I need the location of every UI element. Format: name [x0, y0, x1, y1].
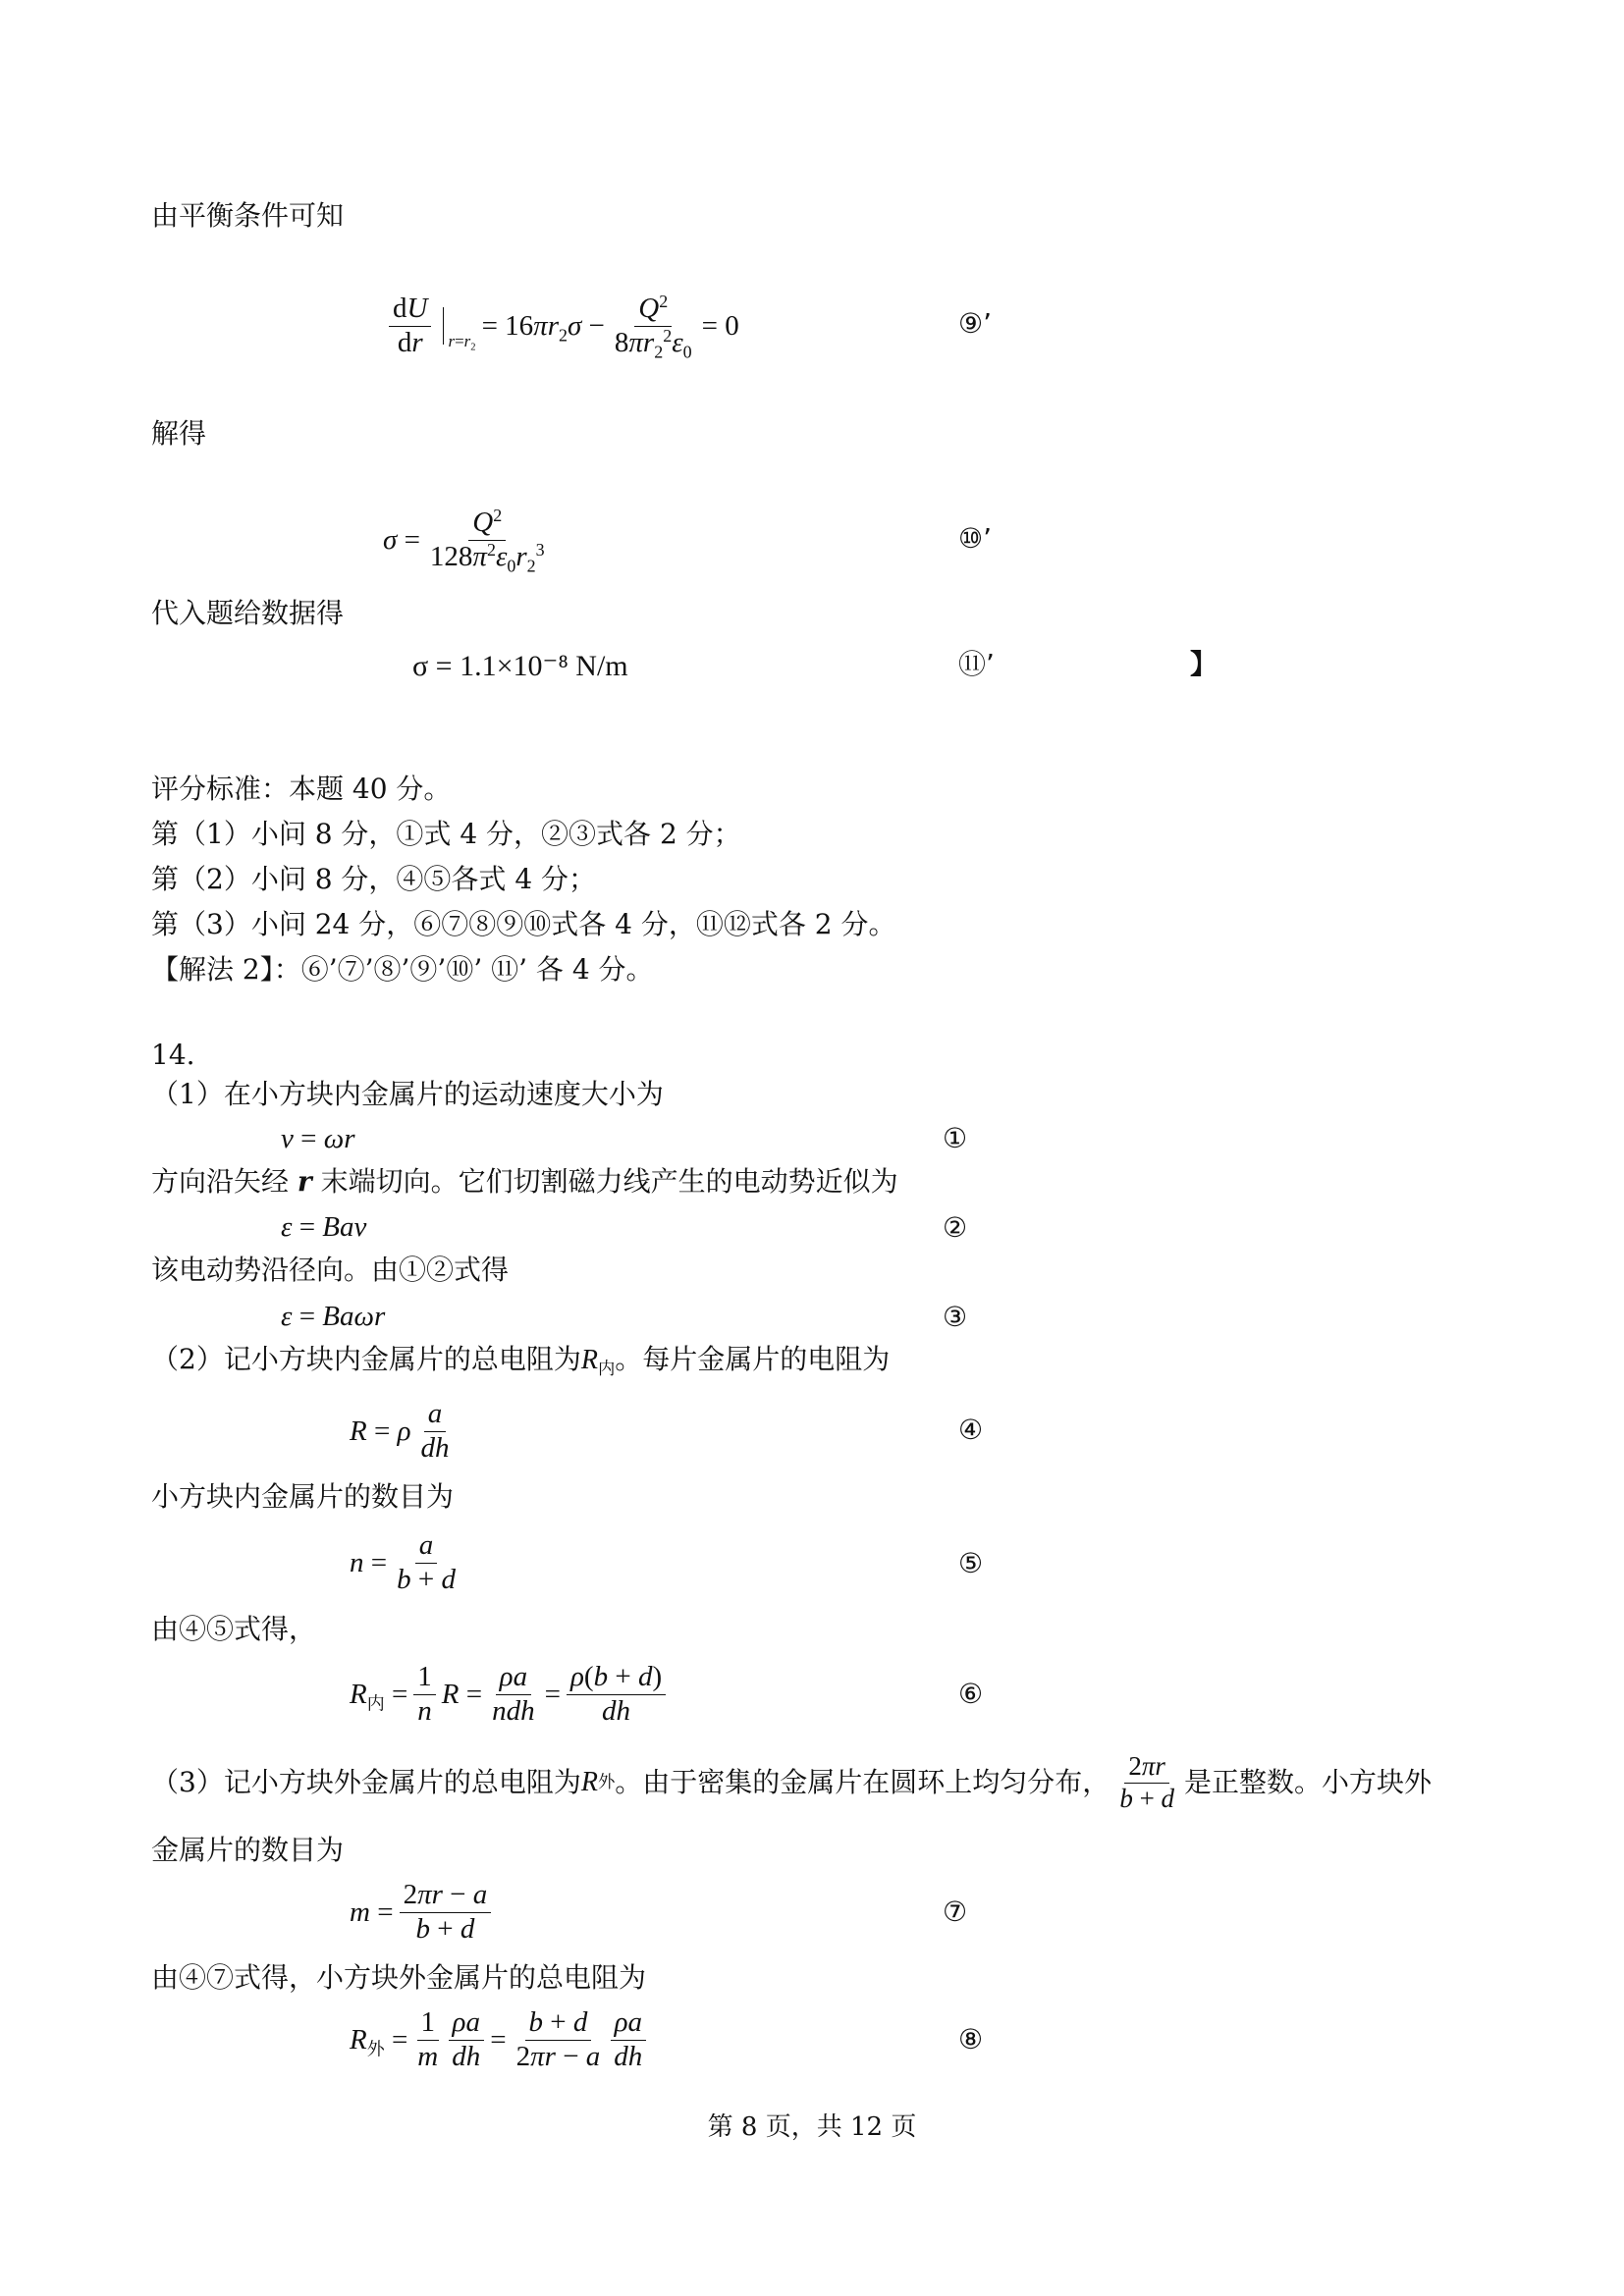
- part2-from: 由④⑤式得，: [151, 1613, 317, 1645]
- equation-11-prime-label: ⑪’: [958, 648, 995, 680]
- equation-8-label: ⑧: [958, 2023, 984, 2056]
- scoring-part3: 第（3）小问 24 分，⑥⑦⑧⑨⑩式各 4 分，⑪⑫式各 2 分。: [151, 908, 896, 940]
- equation-3-label: ③: [943, 1301, 968, 1333]
- scoring-method2: 【解法 2】：⑥’⑦’⑧’⑨’⑩’ ⑪’ 各 4 分。: [151, 953, 654, 986]
- page-footer: 第 8 页，共 12 页: [707, 2112, 917, 2142]
- balance-intro: 由平衡条件可知: [151, 199, 345, 232]
- part3-text: （3）记小方块外金属片的总电阻为 R 外 。由于密集的金属片在圆环上均匀分布， $\frac{2\pi r}{b + d}$ 是正整数。小方块外: [151, 1751, 1433, 1813]
- equation-1: v = ωr: [281, 1122, 355, 1154]
- equation-1-label: ①: [943, 1122, 968, 1154]
- scoring-part1: 第（1）小问 8 分，①式 4 分，②③式各 2 分；: [151, 818, 741, 850]
- equation-2-label: ②: [943, 1211, 968, 1244]
- equation-9-prime: $\frac{dU}{dr}$ $r=r_2$ = $16\pi r_2\sigma$ − $\frac{Q^2}{8\pi r_2^2\varepsilon_0}$ = 0: [383, 287, 739, 365]
- question-number: 14.: [151, 1039, 195, 1071]
- substitute-text: 代入题给数据得: [151, 597, 345, 629]
- equation-7: m = $\frac{2\pi r - a}{b + d}$: [350, 1873, 497, 1951]
- equation-6-label: ⑥: [958, 1678, 984, 1710]
- part1-radial: 该电动势沿径向。由①②式得: [151, 1254, 510, 1286]
- part3-count: 金属片的数目为: [151, 1834, 345, 1866]
- scoring-title: 评分标准：本题 40 分。: [151, 773, 452, 805]
- part3-from: 由④⑦式得，小方块外金属片的总电阻为: [151, 1961, 647, 1994]
- part2-text: （2）记小方块内金属片的总电阻为$R_内$。每片金属片的电阻为: [151, 1343, 891, 1380]
- part1-direction: 方向沿矢经 r 末端切向。它们切割磁力线产生的电动势近似为: [151, 1165, 898, 1198]
- equation-9-prime-label: ⑨’: [958, 307, 993, 340]
- part1-text: （1）在小方块内金属片的运动速度大小为: [151, 1078, 664, 1110]
- equation-3: ε = Baωr: [281, 1300, 386, 1332]
- part2-count: 小方块内金属片的数目为: [151, 1480, 455, 1513]
- equation-6: $R_内$ = $\frac{1}{n}$ R = $\frac{\rho a}{\text{ndh}}$ = $\frac{\rho(b + d)}{dh}$: [350, 1655, 672, 1734]
- equation-4-label: ④: [958, 1414, 984, 1446]
- equation-8: $R_外$ = $\frac{1}{m}$ $\frac{\rho a}{dh}$ = $\frac{b + d}{2\pi r - a}$ $\frac{\rho a}{dh}$: [350, 2001, 652, 2079]
- equation-10-prime-label: ⑩’: [958, 522, 993, 555]
- closing-bracket: 】: [1190, 648, 1218, 680]
- equation-2: ε = Bav: [281, 1210, 367, 1243]
- equation-11-prime: σ = 1.1×10⁻⁸ N/m: [412, 649, 628, 682]
- equation-4: R = ρ $\frac{a}{dh}$: [350, 1398, 450, 1464]
- solve-text: 解得: [151, 417, 207, 450]
- equation-10-prime: σ = $\frac{Q^2}{128\pi^2\varepsilon_0r_2^3}$: [383, 506, 545, 575]
- equation-7-label: ⑦: [943, 1896, 968, 1928]
- scoring-part2: 第（2）小问 8 分，④⑤各式 4 分；: [151, 863, 597, 895]
- equation-5: n = $\frac{a}{b + d}$: [350, 1529, 456, 1595]
- equation-5-label: ⑤: [958, 1547, 984, 1579]
